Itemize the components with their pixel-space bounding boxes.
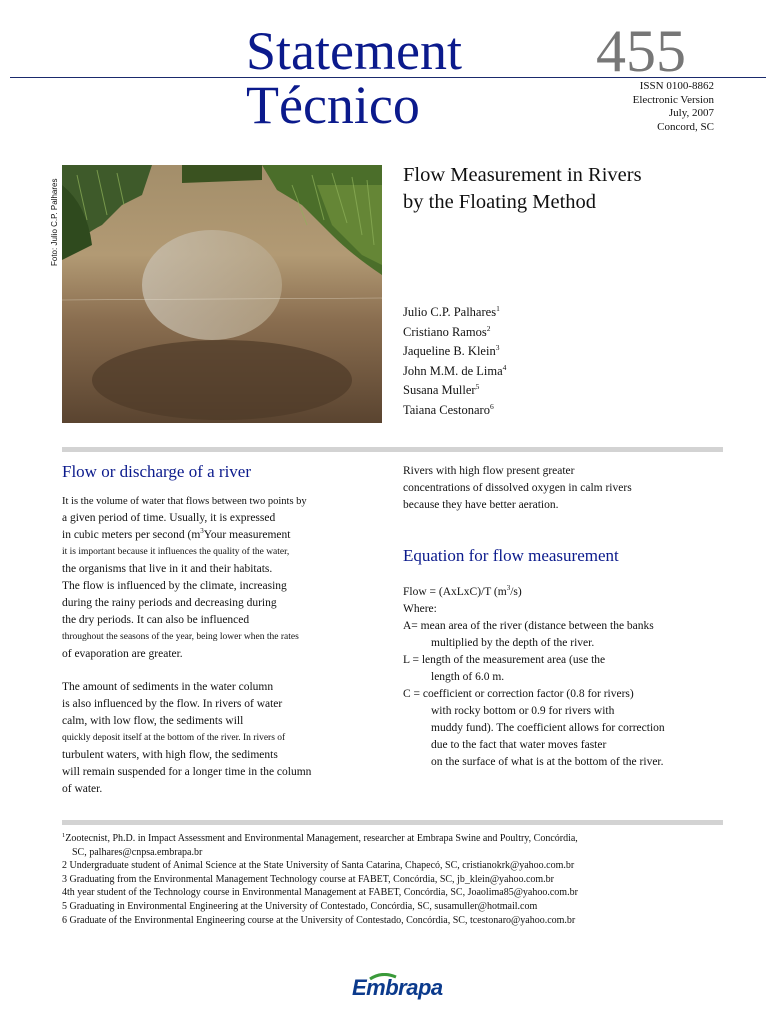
footnote-divider [62, 820, 723, 825]
body-line: calm, with low flow, the sediments will [62, 715, 244, 727]
equation-definition: length of 6.0 m. [431, 671, 505, 683]
body-line: in cubic meters per second ($m^3Your$ measurement [62, 527, 291, 541]
date: July, 2007 [668, 107, 714, 119]
footnote: 4th year student of the Technology course in Environmental Management at FABET, Concórdia, SC, Joaolima85@yahoo.com.br [62, 887, 578, 899]
body-line: It is the volume of water that flows between two points by [62, 496, 307, 507]
body-line: the dry periods. It can also be influenced [62, 614, 250, 626]
body-line: will remain suspended for a longer time in the column [62, 766, 312, 778]
section-flow-continuation [403, 463, 723, 514]
footnote: 6 Graduate of the Environmental Engineering course at the University of Contestado, Concórdia, SC, tcestonaro@yahoo.com.br [62, 914, 576, 926]
body-line: turbulent waters, with high flow, the sediments [62, 749, 278, 761]
equation-definition: multiplied by the depth of the river. [431, 637, 595, 649]
body-line: is also influenced by the flow. In rivers of water [62, 698, 283, 710]
body-line: of evaporation are greater. [62, 648, 183, 660]
location: Concord, SC [657, 120, 714, 133]
publication-title-line2: Técnico [246, 75, 420, 135]
author: Taiana Cestonaro$^6$ [403, 401, 494, 417]
footnote: $^1$Zootecnist, Ph.D. in Impact Assessment and Environmental Management, researcher at Embrapa Swine and Poultry, Concórdia, [62, 832, 578, 844]
body-line: Rivers with high flow present greater [403, 465, 575, 477]
publication-title-line1: Statement [246, 21, 462, 81]
article-title-line: by the Floating Method [403, 191, 597, 213]
equation-definition: on the surface of what is at the bottom of the river. [431, 756, 664, 768]
equation-definition: L = length of the measurement area (use the [403, 654, 606, 666]
body-line: concentrations of dissolved oxygen in calm rivers [403, 482, 632, 494]
footnote: 5 Graduating in Environmental Engineering at the University of Contestado, Concórdia, SC, susamuller@hotmail.com [62, 900, 538, 912]
flow-formula: Flow = (AxLxC)/T $(m^3/s)$ [403, 584, 522, 598]
equation-definition: with rocky bottom or 0.9 for rivers with [431, 705, 615, 717]
author: Cristiano Ramos$^2$ [403, 323, 491, 339]
body-line: the organisms that live in it and their habitats. [62, 563, 273, 575]
footnote: SC, palhares@cnpsa.embrapa.br [72, 846, 203, 858]
footnotes [62, 832, 722, 927]
equation-definition: muddy fund). The coefficient allows for correction [431, 722, 665, 734]
article-title-line: Flow Measurement in Rivers [403, 164, 642, 186]
article-title [403, 162, 703, 216]
body-line: The flow is influenced by the climate, increasing [62, 580, 287, 592]
where-label: Where: [403, 603, 437, 615]
body-line: The amount of sediments in the water column [62, 681, 274, 693]
embrapa-logo [352, 973, 443, 1008]
body-line: quickly deposit itself at the bottom of the river. In rivers of [62, 733, 286, 743]
equation-definition: A= mean area of the river (distance between the banks [403, 620, 654, 632]
section-divider [62, 447, 723, 452]
body-line: because they have better aeration. [403, 499, 559, 511]
section-heading-equation: Equation for flow measurement [403, 546, 619, 565]
equation-definition: C = coefficient or correction factor (0.8 for rivers) [403, 688, 634, 700]
issue-number: 455 [596, 18, 686, 84]
river-photo [62, 165, 382, 423]
footnote: 3 Graduating from the Environmental Management Technology course at FABET, Concórdia, SC, jb_klein@yahoo.com.br [62, 873, 555, 885]
edition: Electronic Version [632, 93, 714, 106]
logo-wordmark: Embrapa [352, 975, 443, 1000]
section-heading-flow: Flow or discharge of a river [62, 462, 251, 481]
footnote: 2 Undergraduate student of Animal Science at the State University of Santa Catarina, Chapecó, SC, cristianokrk@yahoo.com.br [62, 860, 575, 872]
body-line: it is important because it influences the quality of the water, [62, 547, 290, 557]
section-flow-body [62, 493, 362, 798]
issn: ISSN 0100-8862 [639, 80, 714, 92]
author-list [403, 303, 643, 420]
equation-block [403, 584, 723, 771]
body-line: throughout the seasons of the year, being lower when the rates [62, 632, 299, 642]
equation-definition: due to the fact that water moves faster [431, 739, 607, 751]
body-line: of water. [62, 783, 103, 795]
body-line: during the rainy periods and decreasing during [62, 597, 277, 609]
photo-credit: Foto: Julio C.P. Palhares [50, 178, 59, 266]
author: John M.M. de Lima$^4$ [403, 362, 507, 378]
author: Susana Muller$^5$ [403, 382, 480, 397]
publication-meta [600, 80, 714, 134]
author: Julio C.P. Palhares$^1$ [403, 304, 500, 319]
author: Jaqueline B. Klein$^3$ [403, 343, 500, 358]
body-line: a given period of time. Usually, it is expressed [62, 512, 276, 524]
